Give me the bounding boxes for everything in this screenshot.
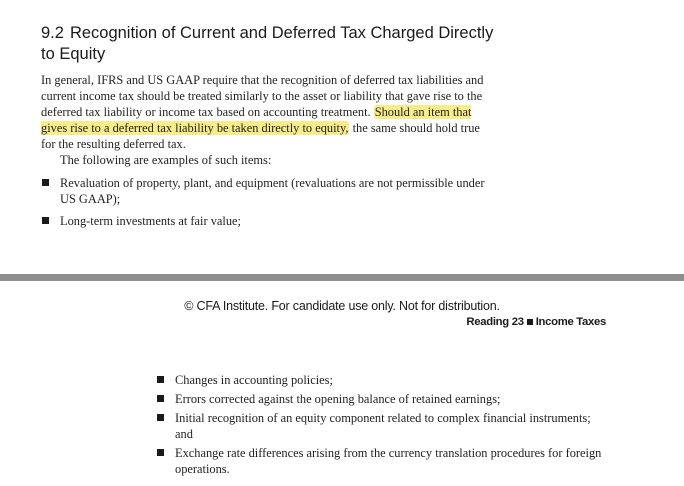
list-item-text: Errors corrected against the opening balance of retained earnings; [175, 392, 501, 406]
copyright-notice: © CFA Institute. For candidate use only. Not for distribution. [184, 299, 500, 313]
list-item [157, 410, 602, 442]
examples-list-top [42, 175, 497, 235]
running-head-title: Income Taxes [535, 316, 606, 328]
running-head-reading: Reading 23 [466, 316, 524, 328]
square-bullet-icon [157, 395, 164, 402]
square-bullet-icon [42, 217, 49, 224]
examples-lead-in: The following are examples of such items: [60, 153, 272, 167]
square-bullet-icon [157, 449, 164, 456]
page-bottom [0, 281, 684, 486]
running-head [466, 316, 606, 328]
list-item [42, 175, 497, 207]
list-item [42, 213, 497, 229]
list-item [157, 445, 602, 477]
list-item-text: Long-term investments at fair value; [60, 214, 241, 228]
section-heading [41, 23, 501, 65]
highlighted-text[interactable]: Should an item that gives rise to a deferred tax liability be taken directly to equity, [41, 105, 472, 135]
page-divider [0, 274, 684, 281]
list-item-text: Exchange rate differences arising from the currency translation procedures for foreign operations. [175, 446, 602, 476]
square-bullet-icon [157, 376, 164, 383]
square-bullet-icon [157, 414, 164, 421]
list-item-text: Changes in accounting policies; [175, 373, 333, 387]
paragraph-tail: the same should hold true for the resulting deferred tax. [41, 121, 480, 151]
square-separator-icon [527, 319, 533, 325]
section-number: 9.2 [41, 24, 64, 42]
list-item [157, 372, 602, 388]
list-item-text: Revaluation of property, plant, and equipment (revaluations are not permissible under US GAAP); [60, 176, 485, 206]
section-title: Recognition of Current and Deferred Tax Charged Directly to Equity [41, 24, 494, 63]
list-item-text: Initial recognition of an equity component related to complex financial instruments; and [175, 411, 591, 441]
list-item [157, 391, 602, 407]
body-paragraph [41, 72, 496, 152]
square-bullet-icon [42, 179, 49, 186]
paragraph-plain: In general, IFRS and US GAAP require that the recognition of deferred tax liabilities and current income tax should be treated similarly to the asset or liability that gave rise to the deferred tax liability or income tax based on accounting treatment. [41, 73, 484, 119]
examples-list-bottom [157, 372, 602, 480]
